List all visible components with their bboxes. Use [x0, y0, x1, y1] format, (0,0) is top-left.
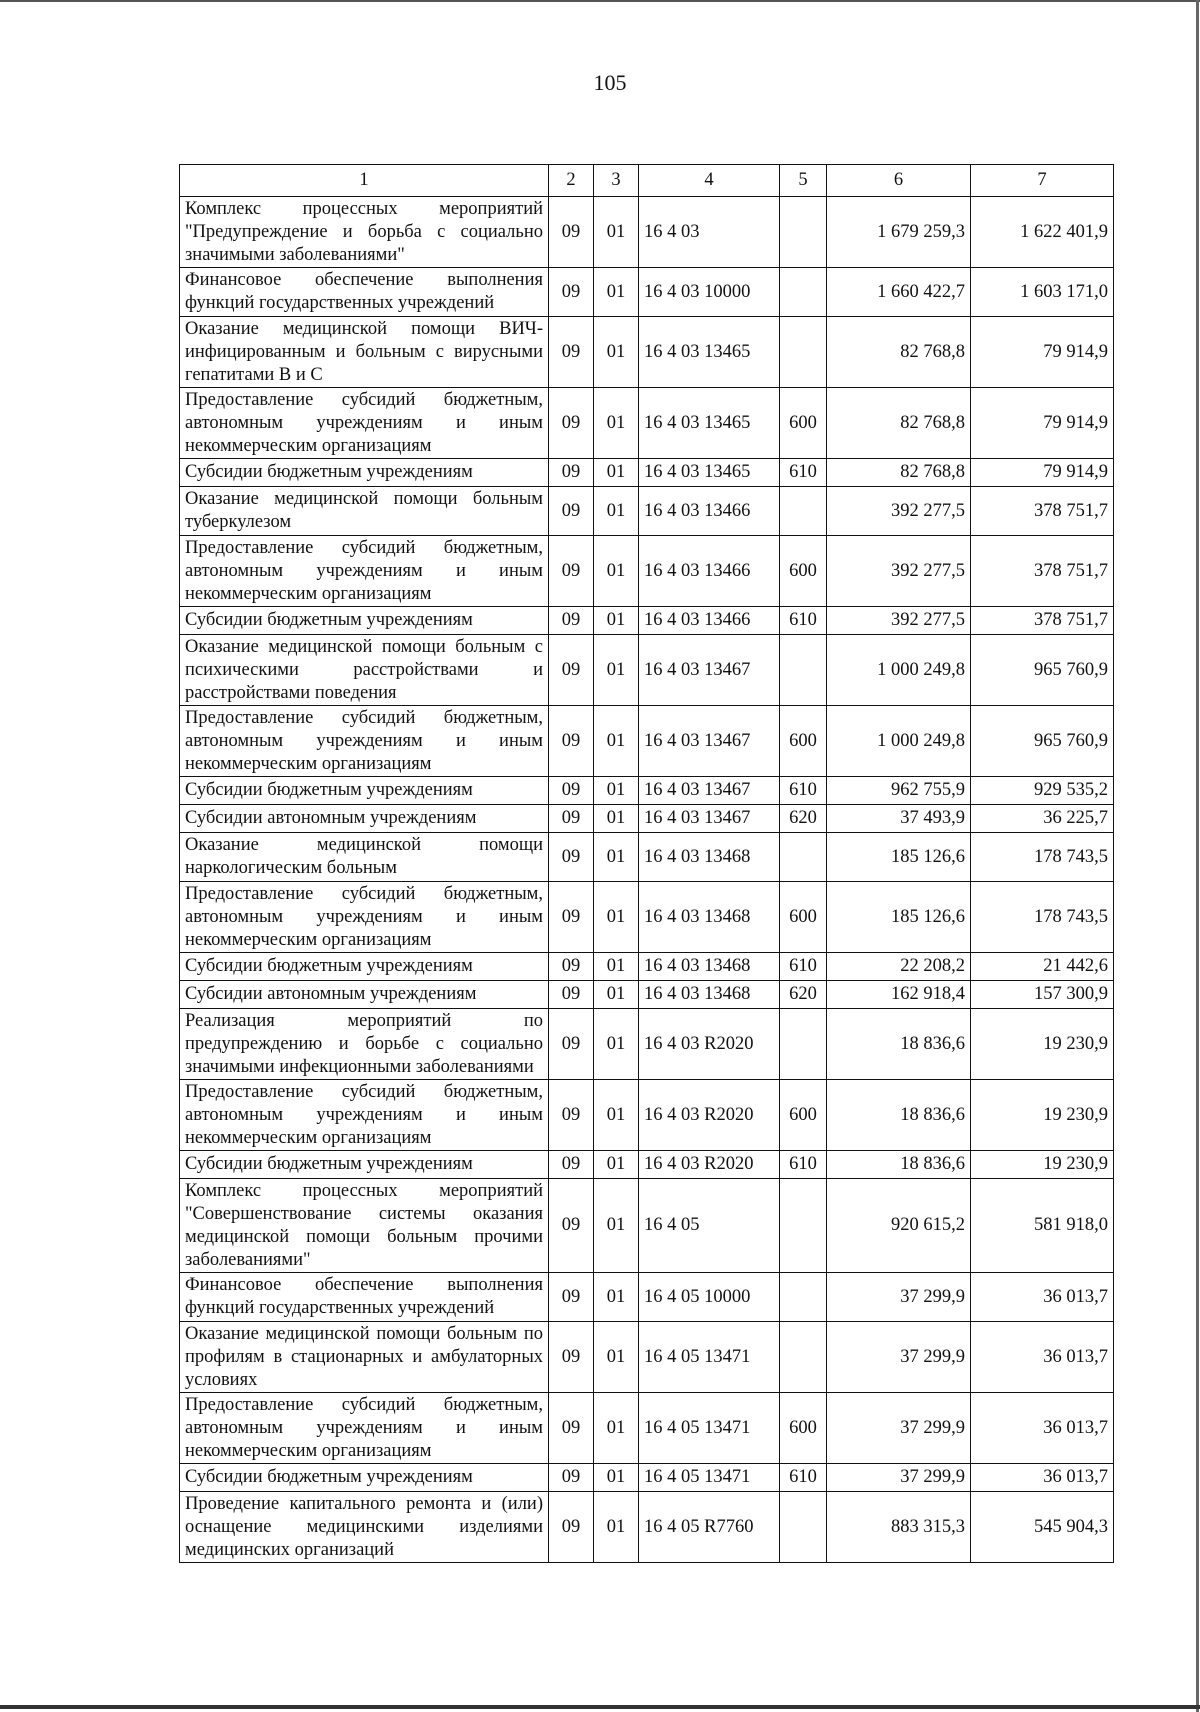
row-amount-col7-cell: 36 225,7 — [971, 805, 1114, 833]
table-row — [180, 536, 1114, 607]
row-name-cell: Оказание медицинской помощи больным по профилям в стационарных и амбулаторных условиях — [180, 1322, 549, 1393]
table-row — [180, 1322, 1114, 1393]
row-amount-col6-cell: 185 126,6 — [827, 833, 971, 882]
table-row — [180, 459, 1114, 487]
column-header-5: 5 — [780, 165, 827, 197]
row-section-cell: 09 — [549, 981, 594, 1009]
row-subsection-cell: 01 — [594, 706, 639, 777]
row-name-cell: Финансовое обеспечение выполнения функций государственных учреждений — [180, 1273, 549, 1322]
row-expense-type-cell — [780, 1179, 827, 1273]
row-section-cell: 09 — [549, 268, 594, 317]
row-subsection-cell: 01 — [594, 459, 639, 487]
row-amount-col7-cell: 378 751,7 — [971, 607, 1114, 635]
row-code-cell: 16 4 03 13468 — [639, 882, 780, 953]
row-subsection-cell: 01 — [594, 317, 639, 388]
row-expense-type-cell — [780, 1273, 827, 1322]
row-name-cell: Субсидии бюджетным учреждениям — [180, 777, 549, 805]
row-amount-col6-cell: 962 755,9 — [827, 777, 971, 805]
row-name-cell: Реализация мероприятий по предупреждению и борьбе с социально значимыми инфекционными заболеваниями — [180, 1009, 549, 1080]
row-section-cell: 09 — [549, 777, 594, 805]
scan-border-bottom — [0, 1705, 1200, 1709]
row-name-cell: Оказание медицинской помощи ВИЧ-инфицированным и больным с вирусными гепатитами В и С — [180, 317, 549, 388]
row-amount-col7-cell: 378 751,7 — [971, 487, 1114, 536]
scan-border-right — [1196, 0, 1199, 1712]
row-code-cell: 16 4 03 13465 — [639, 459, 780, 487]
row-subsection-cell: 01 — [594, 197, 639, 268]
row-amount-col6-cell: 883 315,3 — [827, 1492, 971, 1563]
row-subsection-cell: 01 — [594, 1393, 639, 1464]
row-amount-col6-cell: 392 277,5 — [827, 536, 971, 607]
row-code-cell: 16 4 03 R2020 — [639, 1009, 780, 1080]
row-expense-type-cell: 610 — [780, 1464, 827, 1492]
row-section-cell: 09 — [549, 1273, 594, 1322]
row-amount-col7-cell: 79 914,9 — [971, 459, 1114, 487]
row-name-cell: Субсидии автономным учреждениям — [180, 981, 549, 1009]
column-header-1: 1 — [180, 165, 549, 197]
row-section-cell: 09 — [549, 706, 594, 777]
row-subsection-cell: 01 — [594, 1009, 639, 1080]
row-amount-col6-cell: 18 836,6 — [827, 1009, 971, 1080]
table-row — [180, 268, 1114, 317]
row-expense-type-cell — [780, 833, 827, 882]
table-row — [180, 1151, 1114, 1179]
row-amount-col6-cell: 37 299,9 — [827, 1464, 971, 1492]
row-subsection-cell: 01 — [594, 953, 639, 981]
row-code-cell: 16 4 03 13468 — [639, 833, 780, 882]
row-subsection-cell: 01 — [594, 833, 639, 882]
row-expense-type-cell: 600 — [780, 882, 827, 953]
row-amount-col7-cell: 79 914,9 — [971, 317, 1114, 388]
row-expense-type-cell: 600 — [780, 1393, 827, 1464]
row-section-cell: 09 — [549, 1492, 594, 1563]
row-section-cell: 09 — [549, 536, 594, 607]
table-row — [180, 882, 1114, 953]
row-amount-col7-cell: 929 535,2 — [971, 777, 1114, 805]
row-code-cell: 16 4 05 — [639, 1179, 780, 1273]
table-row — [180, 777, 1114, 805]
row-code-cell: 16 4 03 13467 — [639, 706, 780, 777]
row-expense-type-cell: 600 — [780, 706, 827, 777]
row-amount-col7-cell: 178 743,5 — [971, 833, 1114, 882]
row-amount-col6-cell: 18 836,6 — [827, 1080, 971, 1151]
row-amount-col7-cell: 19 230,9 — [971, 1009, 1114, 1080]
row-subsection-cell: 01 — [594, 1492, 639, 1563]
row-subsection-cell: 01 — [594, 981, 639, 1009]
row-name-cell: Оказание медицинской помощи наркологическим больным — [180, 833, 549, 882]
row-expense-type-cell — [780, 317, 827, 388]
row-expense-type-cell — [780, 1009, 827, 1080]
budget-table — [179, 164, 1114, 1563]
table-row — [180, 1464, 1114, 1492]
table-row — [180, 981, 1114, 1009]
row-code-cell: 16 4 03 13468 — [639, 953, 780, 981]
row-amount-col6-cell: 1 660 422,7 — [827, 268, 971, 317]
row-section-cell: 09 — [549, 953, 594, 981]
row-code-cell: 16 4 05 10000 — [639, 1273, 780, 1322]
table-row — [180, 1080, 1114, 1151]
row-section-cell: 09 — [549, 1009, 594, 1080]
row-name-cell: Субсидии бюджетным учреждениям — [180, 607, 549, 635]
row-amount-col6-cell: 1 679 259,3 — [827, 197, 971, 268]
row-section-cell: 09 — [549, 1464, 594, 1492]
row-code-cell: 16 4 03 13468 — [639, 981, 780, 1009]
row-amount-col7-cell: 79 914,9 — [971, 388, 1114, 459]
row-amount-col6-cell: 920 615,2 — [827, 1179, 971, 1273]
row-subsection-cell: 01 — [594, 268, 639, 317]
scan-border-top — [0, 0, 1200, 2]
table-row — [180, 635, 1114, 706]
row-subsection-cell: 01 — [594, 635, 639, 706]
row-code-cell: 16 4 05 13471 — [639, 1464, 780, 1492]
row-expense-type-cell: 620 — [780, 981, 827, 1009]
table-row — [180, 1492, 1114, 1563]
row-code-cell: 16 4 03 13467 — [639, 777, 780, 805]
row-code-cell: 16 4 05 13471 — [639, 1322, 780, 1393]
row-expense-type-cell — [780, 1492, 827, 1563]
row-expense-type-cell: 610 — [780, 953, 827, 981]
row-name-cell: Предоставление субсидий бюджетным, автономным учреждениям и иным некоммерческим организациям — [180, 536, 549, 607]
column-header-2: 2 — [549, 165, 594, 197]
row-amount-col6-cell: 22 208,2 — [827, 953, 971, 981]
row-section-cell: 09 — [549, 388, 594, 459]
row-expense-type-cell — [780, 268, 827, 317]
row-subsection-cell: 01 — [594, 1179, 639, 1273]
row-subsection-cell: 01 — [594, 1080, 639, 1151]
row-expense-type-cell — [780, 487, 827, 536]
row-expense-type-cell — [780, 1322, 827, 1393]
row-amount-col6-cell: 37 493,9 — [827, 805, 971, 833]
row-amount-col7-cell: 965 760,9 — [971, 635, 1114, 706]
row-amount-col7-cell: 1 622 401,9 — [971, 197, 1114, 268]
row-subsection-cell: 01 — [594, 1322, 639, 1393]
row-amount-col7-cell: 378 751,7 — [971, 536, 1114, 607]
row-expense-type-cell: 610 — [780, 607, 827, 635]
row-expense-type-cell: 610 — [780, 777, 827, 805]
row-name-cell: Субсидии бюджетным учреждениям — [180, 1151, 549, 1179]
row-code-cell: 16 4 03 13465 — [639, 317, 780, 388]
row-amount-col6-cell: 37 299,9 — [827, 1393, 971, 1464]
table-row — [180, 388, 1114, 459]
row-name-cell: Предоставление субсидий бюджетным, автономным учреждениям и иным некоммерческим организациям — [180, 1080, 549, 1151]
row-amount-col7-cell: 1 603 171,0 — [971, 268, 1114, 317]
row-code-cell: 16 4 05 13471 — [639, 1393, 780, 1464]
table-row — [180, 953, 1114, 981]
row-amount-col6-cell: 82 768,8 — [827, 317, 971, 388]
row-subsection-cell: 01 — [594, 388, 639, 459]
row-section-cell: 09 — [549, 1179, 594, 1273]
row-code-cell: 16 4 03 R2020 — [639, 1080, 780, 1151]
row-name-cell: Комплекс процессных мероприятий "Совершенствование системы оказания медицинской помощи больным прочими заболеваниями" — [180, 1179, 549, 1273]
row-code-cell: 16 4 03 13467 — [639, 805, 780, 833]
row-code-cell: 16 4 03 13466 — [639, 536, 780, 607]
row-amount-col6-cell: 18 836,6 — [827, 1151, 971, 1179]
row-amount-col6-cell: 82 768,8 — [827, 459, 971, 487]
row-section-cell: 09 — [549, 197, 594, 268]
row-code-cell: 16 4 03 13467 — [639, 635, 780, 706]
row-expense-type-cell: 600 — [780, 536, 827, 607]
row-name-cell: Проведение капитального ремонта и (или) оснащение медицинскими изделиями медицинских организаций — [180, 1492, 549, 1563]
row-section-cell: 09 — [549, 805, 594, 833]
row-amount-col6-cell: 1 000 249,8 — [827, 706, 971, 777]
row-section-cell: 09 — [549, 317, 594, 388]
row-section-cell: 09 — [549, 607, 594, 635]
row-amount-col7-cell: 36 013,7 — [971, 1322, 1114, 1393]
row-name-cell: Субсидии бюджетным учреждениям — [180, 1464, 549, 1492]
table-row — [180, 1393, 1114, 1464]
row-section-cell: 09 — [549, 1322, 594, 1393]
row-name-cell: Оказание медицинской помощи больным с психическими расстройствами и расстройствами поведения — [180, 635, 549, 706]
row-expense-type-cell: 610 — [780, 1151, 827, 1179]
row-section-cell: 09 — [549, 833, 594, 882]
row-subsection-cell: 01 — [594, 607, 639, 635]
row-section-cell: 09 — [549, 487, 594, 536]
row-name-cell: Субсидии бюджетным учреждениям — [180, 459, 549, 487]
row-amount-col7-cell: 21 442,6 — [971, 953, 1114, 981]
row-code-cell: 16 4 03 R2020 — [639, 1151, 780, 1179]
table-row — [180, 1179, 1114, 1273]
row-subsection-cell: 01 — [594, 1464, 639, 1492]
row-section-cell: 09 — [549, 882, 594, 953]
row-code-cell: 16 4 03 10000 — [639, 268, 780, 317]
table-row — [180, 833, 1114, 882]
row-amount-col6-cell: 392 277,5 — [827, 607, 971, 635]
table-header-row — [180, 165, 1114, 197]
table-row — [180, 1009, 1114, 1080]
row-amount-col7-cell: 36 013,7 — [971, 1393, 1114, 1464]
row-expense-type-cell: 600 — [780, 388, 827, 459]
row-amount-col6-cell: 162 918,4 — [827, 981, 971, 1009]
row-name-cell: Предоставление субсидий бюджетным, автономным учреждениям и иным некоммерческим организациям — [180, 706, 549, 777]
row-amount-col7-cell: 581 918,0 — [971, 1179, 1114, 1273]
table-row — [180, 706, 1114, 777]
row-name-cell: Субсидии автономным учреждениям — [180, 805, 549, 833]
row-amount-col6-cell: 1 000 249,8 — [827, 635, 971, 706]
row-section-cell: 09 — [549, 459, 594, 487]
table-row — [180, 317, 1114, 388]
row-expense-type-cell: 610 — [780, 459, 827, 487]
column-header-3: 3 — [594, 165, 639, 197]
row-name-cell: Оказание медицинской помощи больным туберкулезом — [180, 487, 549, 536]
row-name-cell: Предоставление субсидий бюджетным, автономным учреждениям и иным некоммерческим организациям — [180, 388, 549, 459]
row-name-cell: Финансовое обеспечение выполнения функций государственных учреждений — [180, 268, 549, 317]
row-amount-col6-cell: 37 299,9 — [827, 1273, 971, 1322]
row-code-cell: 16 4 03 13466 — [639, 487, 780, 536]
row-code-cell: 16 4 03 — [639, 197, 780, 268]
table-row — [180, 197, 1114, 268]
row-amount-col6-cell: 185 126,6 — [827, 882, 971, 953]
row-expense-type-cell: 620 — [780, 805, 827, 833]
row-section-cell: 09 — [549, 1151, 594, 1179]
row-subsection-cell: 01 — [594, 777, 639, 805]
row-code-cell: 16 4 03 13466 — [639, 607, 780, 635]
row-subsection-cell: 01 — [594, 1151, 639, 1179]
row-expense-type-cell — [780, 197, 827, 268]
row-section-cell: 09 — [549, 635, 594, 706]
row-amount-col7-cell: 178 743,5 — [971, 882, 1114, 953]
table-row — [180, 1273, 1114, 1322]
row-section-cell: 09 — [549, 1393, 594, 1464]
row-amount-col7-cell: 19 230,9 — [971, 1151, 1114, 1179]
row-amount-col7-cell: 36 013,7 — [971, 1464, 1114, 1492]
row-amount-col7-cell: 157 300,9 — [971, 981, 1114, 1009]
column-header-4: 4 — [639, 165, 780, 197]
table-row — [180, 487, 1114, 536]
row-name-cell: Субсидии бюджетным учреждениям — [180, 953, 549, 981]
table-row — [180, 805, 1114, 833]
row-amount-col6-cell: 37 299,9 — [827, 1322, 971, 1393]
row-amount-col6-cell: 82 768,8 — [827, 388, 971, 459]
row-subsection-cell: 01 — [594, 536, 639, 607]
row-name-cell: Комплекс процессных мероприятий "Предупреждение и борьба с социально значимыми заболеваниями" — [180, 197, 549, 268]
row-expense-type-cell — [780, 635, 827, 706]
row-expense-type-cell: 600 — [780, 1080, 827, 1151]
row-section-cell: 09 — [549, 1080, 594, 1151]
row-code-cell: 16 4 05 R7760 — [639, 1492, 780, 1563]
row-amount-col7-cell: 545 904,3 — [971, 1492, 1114, 1563]
row-name-cell: Предоставление субсидий бюджетным, автономным учреждениям и иным некоммерческим организациям — [180, 882, 549, 953]
row-subsection-cell: 01 — [594, 487, 639, 536]
column-header-6: 6 — [827, 165, 971, 197]
column-header-7: 7 — [971, 165, 1114, 197]
row-code-cell: 16 4 03 13465 — [639, 388, 780, 459]
row-subsection-cell: 01 — [594, 1273, 639, 1322]
row-amount-col7-cell: 36 013,7 — [971, 1273, 1114, 1322]
table-row — [180, 607, 1114, 635]
page-number: 105 — [593, 70, 627, 95]
row-name-cell: Предоставление субсидий бюджетным, автономным учреждениям и иным некоммерческим организациям — [180, 1393, 549, 1464]
row-subsection-cell: 01 — [594, 805, 639, 833]
row-amount-col6-cell: 392 277,5 — [827, 487, 971, 536]
row-amount-col7-cell: 965 760,9 — [971, 706, 1114, 777]
row-subsection-cell: 01 — [594, 882, 639, 953]
row-amount-col7-cell: 19 230,9 — [971, 1080, 1114, 1151]
